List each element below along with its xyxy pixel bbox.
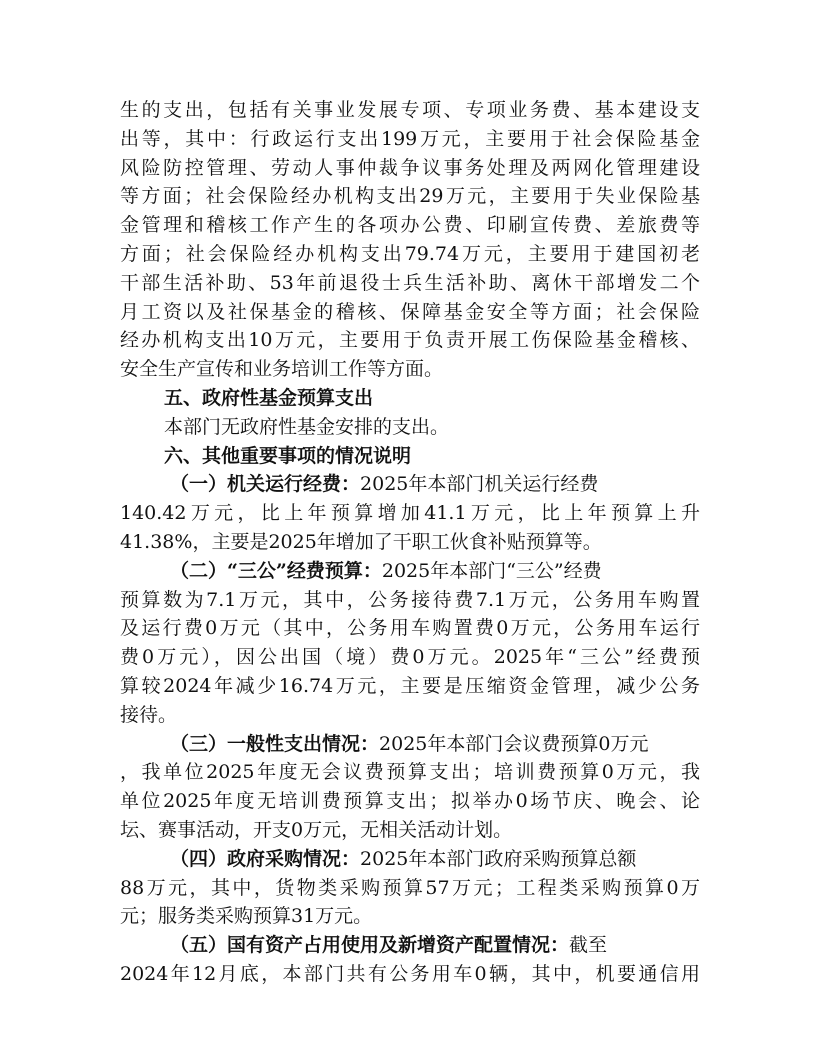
text-line [120,874,700,903]
paragraph-text: 2025年本部门“三公”经费 [381,559,602,582]
subsection-label: （四）政府采购情况： [170,847,361,870]
text-line [120,614,700,643]
text-line-content: 费0万元），因公出国（境）费0万元。2025年“三公”经费预 [120,646,700,669]
subsection-5-first-line [120,931,700,960]
subsection-2-first-line [120,557,700,586]
text-line [120,787,700,816]
text-line-content: 经办机构支出10万元，主要用于负责开展工伤保险基金稽核、 [120,329,700,352]
section-heading-6 [120,442,700,471]
text-line-content: 及运行费0万元（其中，公务用车购置费0万元，公务用车运行 [120,617,700,640]
text-line [120,355,700,384]
paragraph-text: 2025年本部门政府采购预算总额 [360,847,637,870]
text-line [120,758,700,787]
text-line [120,240,700,269]
text-line [120,499,700,528]
text-line [120,125,700,154]
heading-text: 五、政府性基金预算支出 [164,386,374,409]
text-line-content: 干部生活补助、53年前退役士兵生活补助、离休干部增发二个 [120,271,700,294]
subsection-label: （一）机关运行经费： [170,473,361,496]
text-line-content: 88万元，其中，货物类采购预算57万元；工程类采购预算0万 [120,876,700,899]
paragraph-text: 2025年本部门会议费预算0万元 [379,732,649,755]
paragraph-text: 本部门无政府性基金安排的支出。 [164,415,450,438]
text-line-content: 安全生产宣传和业务培训工作等方面。 [120,358,444,381]
text-line-content: 生的支出，包括有关事业发展专项、专项业务费、基本建设支 [120,99,700,121]
document-page [120,96,700,989]
text-line [120,672,700,701]
subsection-3-first-line [120,730,700,759]
subsection-1-first-line [120,470,700,499]
text-line-content: 月工资以及社保基金的稽核、保障基金安全等方面；社会保险 [120,300,700,323]
text-line-content: ，我单位2025年度无会议费预算支出；培训费预算0万元，我 [120,761,700,784]
text-line-content: 预算数为7.1万元，其中，公务接待费7.1万元，公务用车购置 [120,588,700,611]
text-line [120,960,700,989]
text-line [120,528,700,557]
text-line [120,269,700,298]
text-line [120,154,700,183]
text-line [120,586,700,615]
text-line [120,182,700,211]
text-line-content: 出等，其中：行政运行支出199万元，主要用于社会保险基金 [120,127,700,150]
subsection-4-first-line [120,845,700,874]
text-line-content: 算较2024年减少16.74万元，主要是压缩资金管理，减少公务 [120,674,700,697]
section-5-text [120,413,700,442]
text-line-content: 方面；社会保险经办机构支出79.74万元，主要用于建国初老 [120,242,700,265]
text-line [120,643,700,672]
paragraph-text: 2025年本部门机关运行经费 [360,473,599,496]
subsection-label: （三）一般性支出情况： [170,732,380,755]
subsection-label: （二）“三公”经费预算： [170,559,382,582]
text-line [120,298,700,327]
heading-text: 六、其他重要事项的情况说明 [164,444,412,467]
text-line [120,816,700,845]
text-line [120,96,700,125]
text-line-content: 2024年12月底，本部门共有公务用车0辆，其中，机要通信用 [120,962,700,985]
text-line [120,902,700,931]
text-line [120,701,700,730]
text-line-content: 风险防控管理、劳动人事仲裁争议事务处理及两网化管理建设 [120,156,700,179]
text-line-content: 单位2025年度无培训费预算支出；拟举办0场节庆、晚会、论 [120,790,700,813]
text-line-content: 坛、赛事活动，开支0万元，无相关活动计划。 [120,818,513,841]
text-line [120,326,700,355]
section-heading-5 [120,384,700,413]
text-line-content: 等方面；社会保险经办机构支出29万元，主要用于失业保险基 [120,185,700,208]
text-line-content: 接待。 [120,703,178,726]
text-line-content: 41.38%，主要是2025年增加了干职工伙食补贴预算等。 [120,530,602,553]
text-line [120,211,700,240]
text-line-content: 140.42万元，比上年预算增加41.1万元，比上年预算上升 [120,502,700,525]
text-line-content: 金管理和稽核工作产生的各项办公费、印刷宣传费、差旅费等 [120,214,700,237]
subsection-label: （五）国有资产占用使用及新增资产配置情况： [170,934,570,957]
text-line-content: 元；服务类采购预算31万元。 [120,905,373,928]
paragraph-text: 截至 [569,934,608,957]
